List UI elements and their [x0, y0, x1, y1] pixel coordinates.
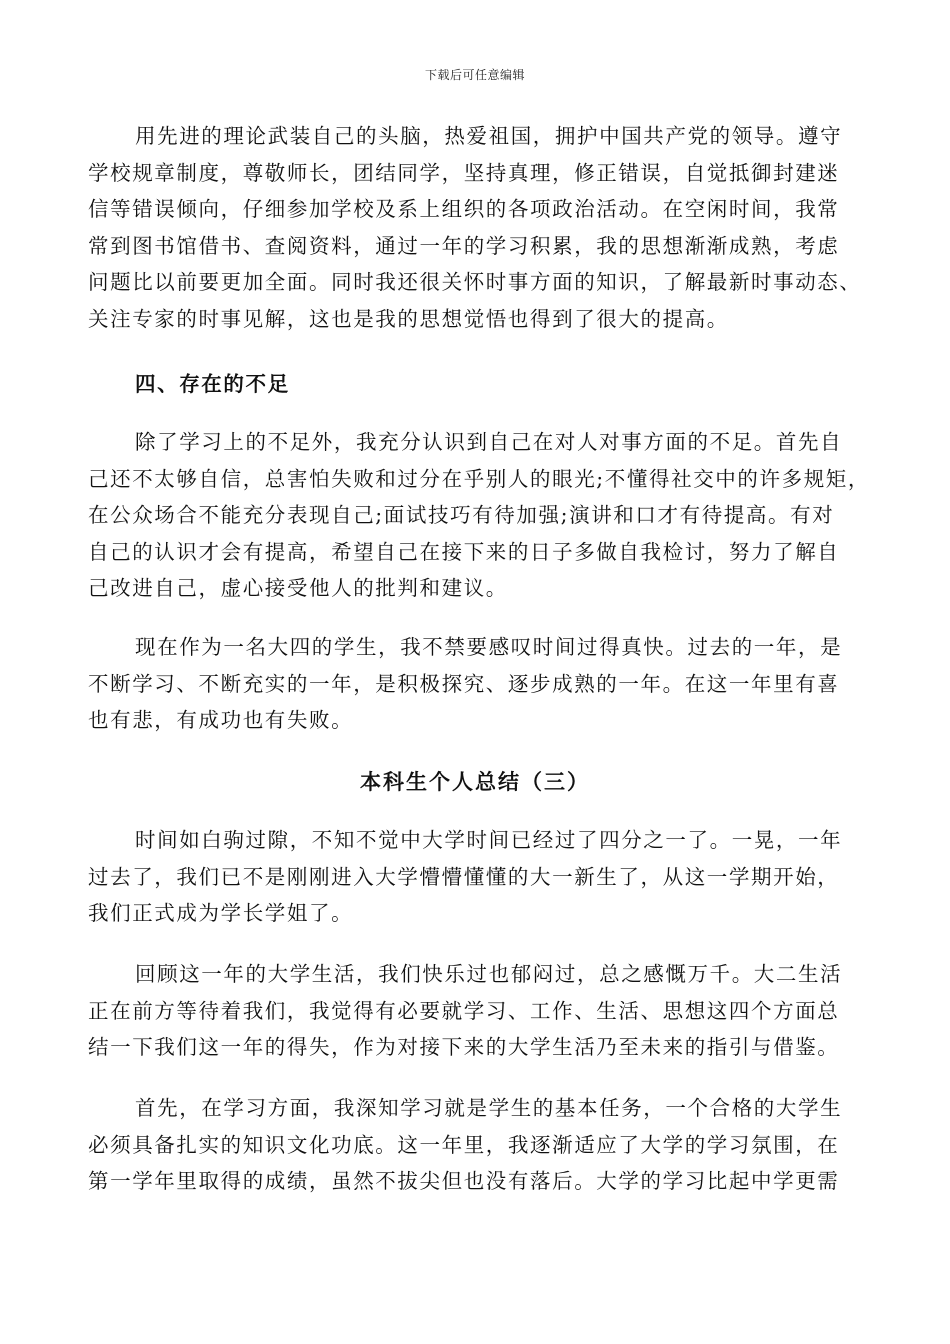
text-line: 己还不太够自信，总害怕失败和过分在乎别人的眼光;不懂得社交中的许多规矩，	[88, 466, 871, 491]
section-title: 本科生个人总结（三）	[360, 769, 590, 794]
paragraph-study	[88, 1090, 868, 1200]
text-line: 在公众场合不能充分表现自己;面试技巧有待加强;演讲和口才有待提高。有对	[88, 503, 835, 527]
paragraph-time-passing	[88, 822, 868, 932]
paragraph-political-thought	[88, 118, 868, 337]
text-line: 第一学年里取得的成绩，虽然不拔尖但也没有落后。大学的学习比起中学更需	[88, 1169, 840, 1193]
text-line: 不断学习、不断充实的一年，是积极探究、逐步成熟的一年。在这一年里有喜	[88, 671, 840, 696]
text-line: 除了学习上的不足外，我充分认识到自己在对人对事方面的不足。首先自	[135, 430, 843, 454]
text-line: 正在前方等待着我们，我觉得有必要就学习、工作、生活、思想这四个方面总	[88, 998, 840, 1023]
text-line: 结一下我们这一年的得失，作为对接下来的大学生活乃至未来的指引与借鉴。	[88, 1035, 840, 1059]
text-line: 过去了，我们已不是刚刚进入大学懵懵懂懂的大一新生了，从这一学期开始，	[88, 864, 840, 889]
text-line: 我们正式成为学长学姐了。	[88, 901, 354, 925]
paragraph-shortcomings	[88, 424, 871, 607]
text-line: 回顾这一年的大学生活，我们快乐过也郁闷过，总之感慨万千。大二生活	[135, 962, 843, 986]
text-line: 也有悲，有成功也有失败。	[88, 708, 354, 732]
text-line: 首先，在学习方面，我深知学习就是学生的基本任务，一个合格的大学生	[135, 1096, 843, 1120]
text-line: 时间如白驹过隙，不知不觉中大学时间已经过了四分之一了。一晃，一年	[135, 828, 843, 852]
text-line: 必须具备扎实的知识文化功底。这一年里，我逐渐适应了大学的学习氛围，在	[88, 1132, 840, 1157]
text-line: 问题比以前要更加全面。同时我还很关怀时事方面的知识，了解最新时事动态、	[88, 270, 862, 294]
text-line: 用先进的理论武装自己的头脑，热爱祖国，拥护中国共产党的领导。遵守	[135, 124, 843, 148]
text-line: 己改进自己，虚心接受他人的批判和建议。	[88, 576, 508, 600]
paragraph-senior-reflection	[88, 629, 868, 739]
paragraph-year-review	[88, 956, 868, 1066]
text-line: 信等错误倾向，仔细参加学校及系上组织的各项政治活动。在空闲时间，我常	[88, 197, 840, 221]
text-line: 常到图书馆借书、查阅资料，通过一年的学习积累，我的思想渐渐成熟，考虑	[88, 233, 840, 258]
page-header: 下载后可任意编辑	[424, 68, 525, 82]
text-line: 自己的认识才会有提高，希望自己在接下来的日子多做自我检讨，努力了解自	[88, 539, 840, 564]
text-line: 现在作为一名大四的学生，我不禁要感叹时间过得真快。过去的一年，是	[135, 635, 843, 659]
section-heading-shortcomings: 四、存在的不足	[135, 372, 290, 396]
text-line: 学校规章制度，尊敬师长，团结同学，坚持真理，修正错误，自觉抵御封建迷	[88, 160, 840, 185]
text-line: 关注专家的时事见解，这也是我的思想觉悟也得到了很大的提高。	[88, 306, 729, 331]
